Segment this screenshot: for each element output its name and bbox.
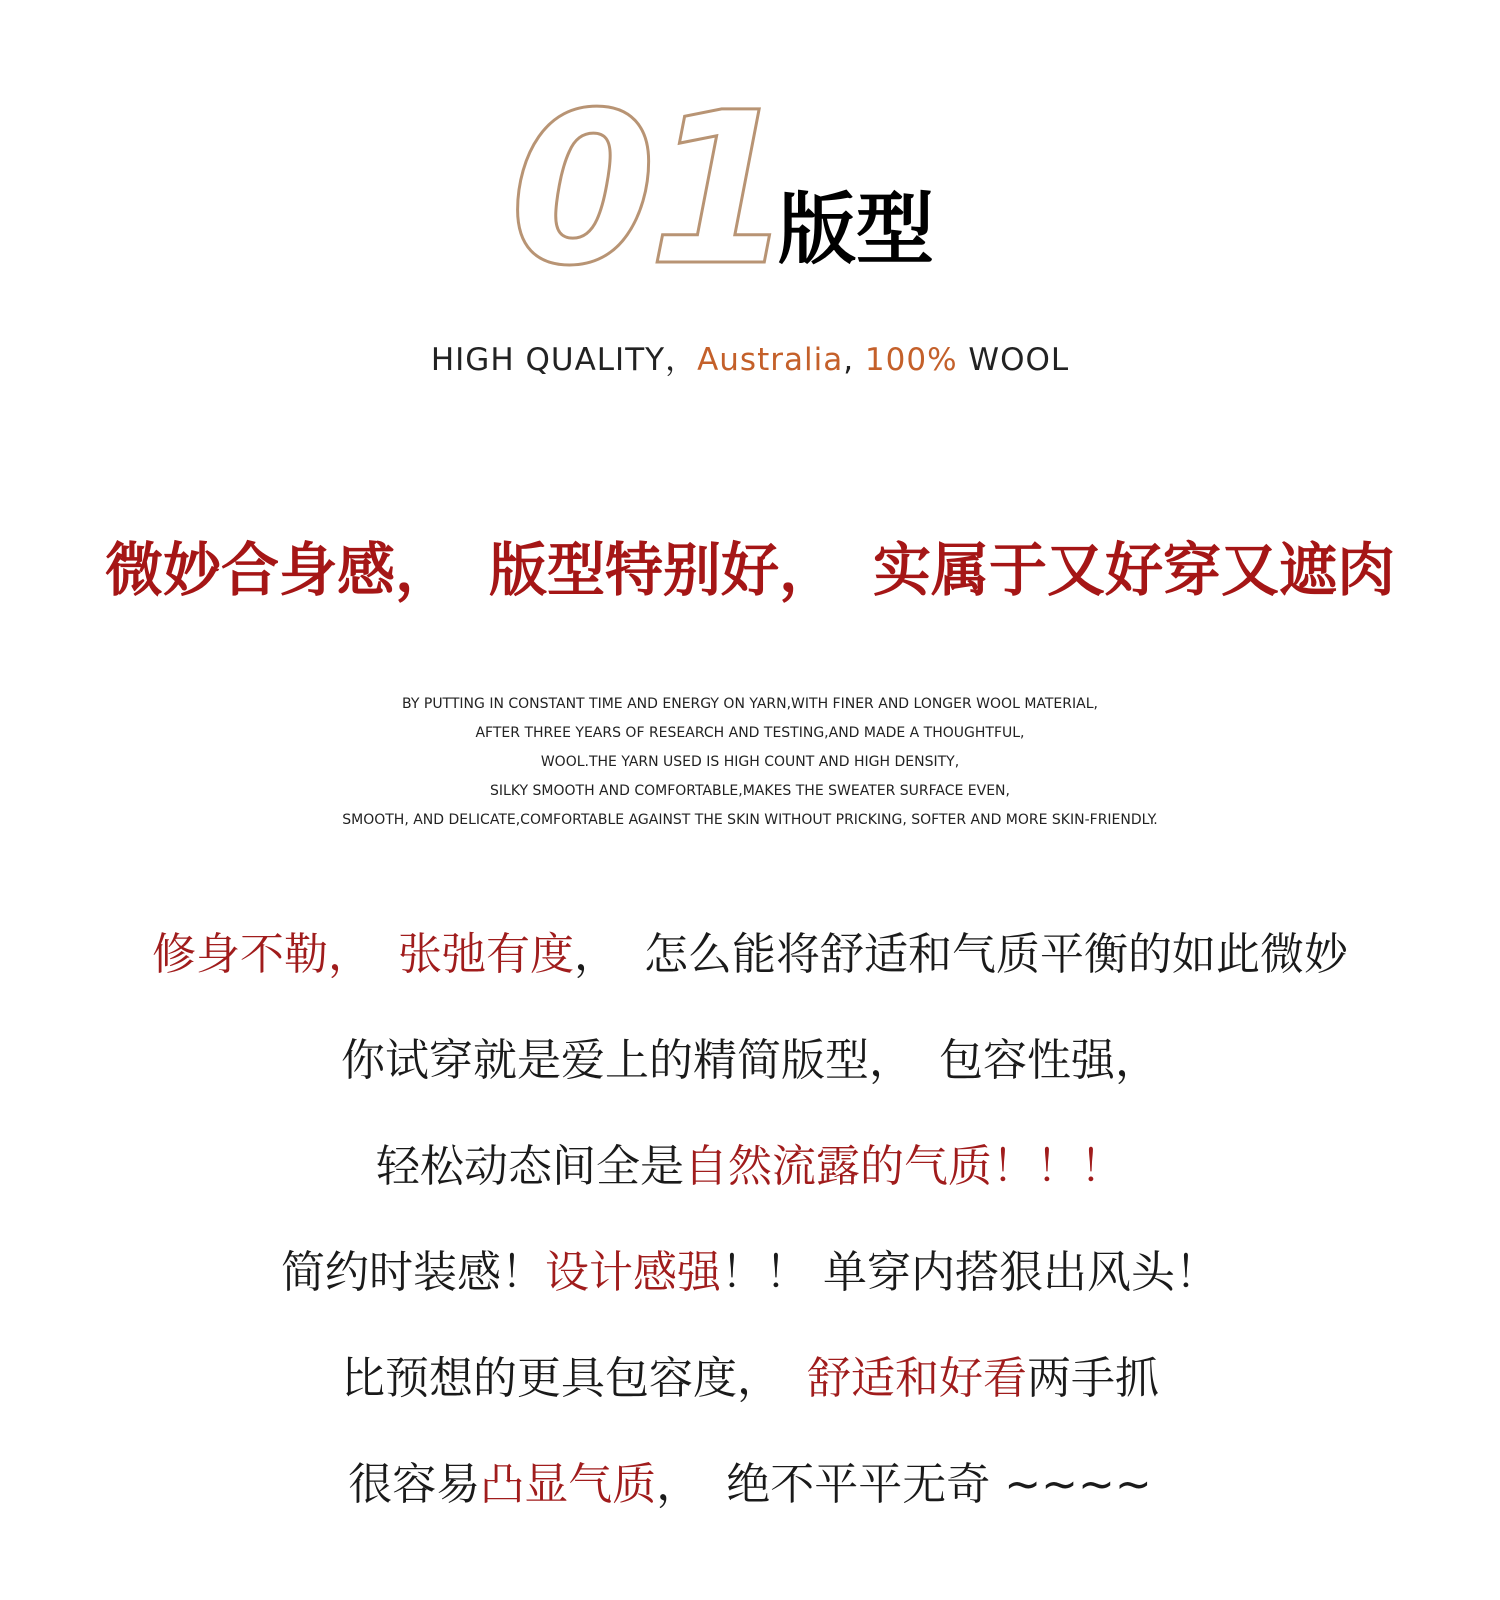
copy-line-5 — [0, 1349, 1500, 1455]
copy-text: 两手抓 — [1027, 1353, 1159, 1404]
copy-text: 简约时装感！ — [281, 1247, 545, 1298]
copy-highlight: 舒适和好看 — [807, 1353, 1027, 1404]
copy-highlight: 修身不勒， — [152, 929, 372, 980]
description-line: SMOOTH, AND DELICATE,COMFORTABLE AGAINST THE SKIN WITHOUT PRICKING, SOFTER AND MORE SKIN-FRIENDLY. — [342, 812, 1158, 828]
copy-text: ， — [574, 929, 618, 980]
copy-text: 轻松动态间全是 — [376, 1141, 684, 1192]
section-title: 版型 — [778, 185, 935, 275]
section-number: 01 — [510, 67, 787, 312]
description-block — [0, 690, 1500, 835]
copy-text: ， — [656, 1459, 701, 1510]
copy-line-2 — [0, 1031, 1500, 1137]
copy-text: 很容易 — [348, 1459, 481, 1510]
headline-part-2: 版型特别好， — [488, 536, 837, 604]
headline-part-3: 实属于又好穿又遮肉 — [873, 536, 1396, 604]
section-heading — [0, 67, 1500, 312]
description-line: AFTER THREE YEARS OF RESEARCH AND TESTING,AND MADE A THOUGHTFUL, — [475, 725, 1025, 741]
tagline-comma: , — [843, 342, 855, 378]
feature-copy — [0, 925, 1500, 1561]
tagline-origin: Australia — [697, 342, 844, 378]
copy-text: ！！ 单穿内搭狠出风头！ — [721, 1247, 1219, 1298]
tagline-percent: 100% — [864, 342, 958, 378]
copy-highlight: 自然流露的气质！！！ — [684, 1141, 1124, 1192]
copy-highlight: 设计感强 — [545, 1247, 721, 1298]
copy-text: 绝不平平无奇 ~~~~ — [726, 1459, 1152, 1510]
copy-text: 包容性强， — [939, 1035, 1159, 1086]
tagline-quality: HIGH QUALITY， — [430, 342, 698, 378]
headline — [0, 530, 1500, 610]
headline-part-1: 微妙合身感， — [104, 536, 453, 604]
copy-highlight: 凸显气质 — [480, 1459, 657, 1510]
copy-line-3 — [0, 1137, 1500, 1243]
copy-text: 你试穿就是爱上的精简版型， — [341, 1035, 913, 1086]
tagline-material: WOOL — [968, 342, 1070, 378]
description-line: BY PUTTING IN CONSTANT TIME AND ENERGY ON YARN,WITH FINER AND LONGER WOOL MATERIAL, — [402, 696, 1098, 712]
copy-line-1 — [0, 925, 1500, 1031]
tagline — [0, 335, 1500, 385]
copy-line-4 — [0, 1243, 1500, 1349]
copy-text: 比预想的更具包容度， — [341, 1353, 781, 1404]
description-line: WOOL.THE YARN USED IS HIGH COUNT AND HIGH DENSITY, — [540, 754, 960, 770]
description-line: SILKY SMOOTH AND COMFORTABLE,MAKES THE SWEATER SURFACE EVEN, — [490, 783, 1010, 799]
copy-highlight: 张弛有度 — [398, 929, 574, 980]
copy-line-6 — [0, 1455, 1500, 1561]
copy-text: 怎么能将舒适和气质平衡的如此微妙 — [644, 929, 1348, 980]
